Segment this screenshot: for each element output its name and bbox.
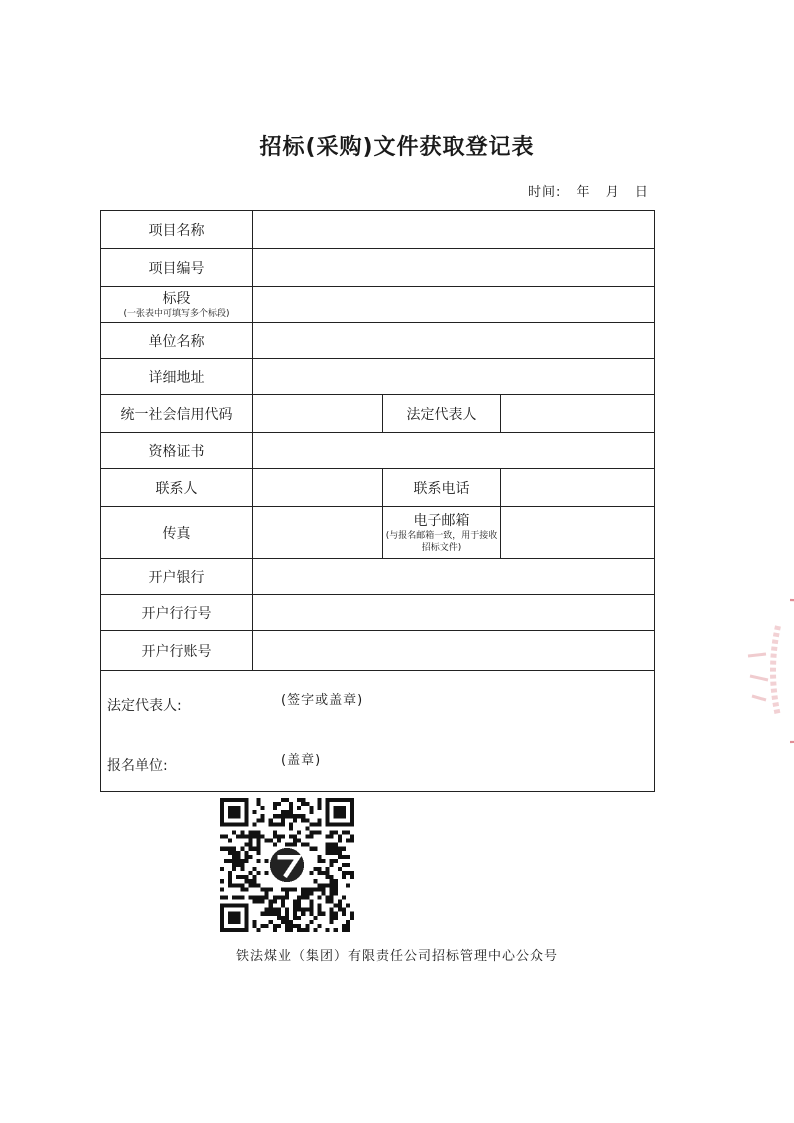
label-account: 开户行账号 bbox=[101, 631, 253, 671]
field-account[interactable] bbox=[253, 631, 655, 671]
label-bank: 开户银行 bbox=[101, 559, 253, 595]
date-month: 月 bbox=[605, 185, 620, 200]
label-fax: 传真 bbox=[101, 507, 253, 559]
field-fax[interactable] bbox=[253, 507, 383, 559]
label-legal-rep: 法定代表人 bbox=[383, 395, 501, 433]
email-label-text: 电子邮箱 bbox=[413, 512, 470, 529]
field-bank[interactable] bbox=[253, 559, 655, 595]
legal-rep-sign-hint: (签字或盖章) bbox=[281, 693, 364, 708]
label-email bbox=[383, 507, 501, 559]
unit-stamp-label: 报名单位: bbox=[107, 758, 168, 774]
field-contact[interactable] bbox=[253, 469, 383, 507]
label-unit-name: 单位名称 bbox=[101, 323, 253, 359]
label-bank-number: 开户行行号 bbox=[101, 595, 253, 631]
field-email[interactable] bbox=[501, 507, 655, 559]
qr-code-icon bbox=[220, 798, 354, 932]
field-address[interactable] bbox=[253, 359, 655, 395]
unit-stamp-hint: (盖章) bbox=[281, 753, 322, 768]
date-label: 时间: bbox=[528, 185, 562, 200]
label-project-number: 项目编号 bbox=[101, 249, 253, 287]
label-address: 详细地址 bbox=[101, 359, 253, 395]
registration-table bbox=[100, 210, 655, 792]
label-phone: 联系电话 bbox=[383, 469, 501, 507]
footer-caption: 铁法煤业（集团）有限责任公司招标管理中心公众号 bbox=[235, 949, 558, 964]
field-bank-number[interactable] bbox=[253, 595, 655, 631]
field-section[interactable] bbox=[253, 287, 655, 323]
label-credit-code: 统一社会信用代码 bbox=[101, 395, 253, 433]
label-section bbox=[101, 287, 253, 323]
section-label-text: 标段 bbox=[162, 290, 191, 307]
email-note: (与报名邮箱一致，用于接收招标文件) bbox=[385, 530, 498, 553]
section-note: (一张表中可填写多个标段) bbox=[123, 308, 230, 319]
stamp-seal-icon bbox=[728, 596, 794, 746]
field-project-number[interactable] bbox=[253, 249, 655, 287]
field-unit-name[interactable] bbox=[253, 323, 655, 359]
label-project-name: 项目名称 bbox=[101, 211, 253, 249]
field-legal-rep[interactable] bbox=[501, 395, 655, 433]
label-qualification: 资格证书 bbox=[101, 433, 253, 469]
signature-area bbox=[101, 671, 655, 792]
date-day: 日 bbox=[634, 185, 649, 200]
date-line bbox=[528, 181, 659, 200]
date-year: 年 bbox=[576, 185, 591, 200]
page-title: 招标(采购)文件获取登记表 bbox=[259, 135, 535, 160]
legal-rep-sign-row[interactable] bbox=[101, 671, 654, 731]
unit-stamp-row[interactable] bbox=[101, 731, 654, 791]
field-project-name[interactable] bbox=[253, 211, 655, 249]
legal-rep-sign-label: 法定代表人: bbox=[107, 698, 182, 714]
field-qualification[interactable] bbox=[253, 433, 655, 469]
field-credit-code[interactable] bbox=[253, 395, 383, 433]
label-contact: 联系人 bbox=[101, 469, 253, 507]
field-phone[interactable] bbox=[501, 469, 655, 507]
